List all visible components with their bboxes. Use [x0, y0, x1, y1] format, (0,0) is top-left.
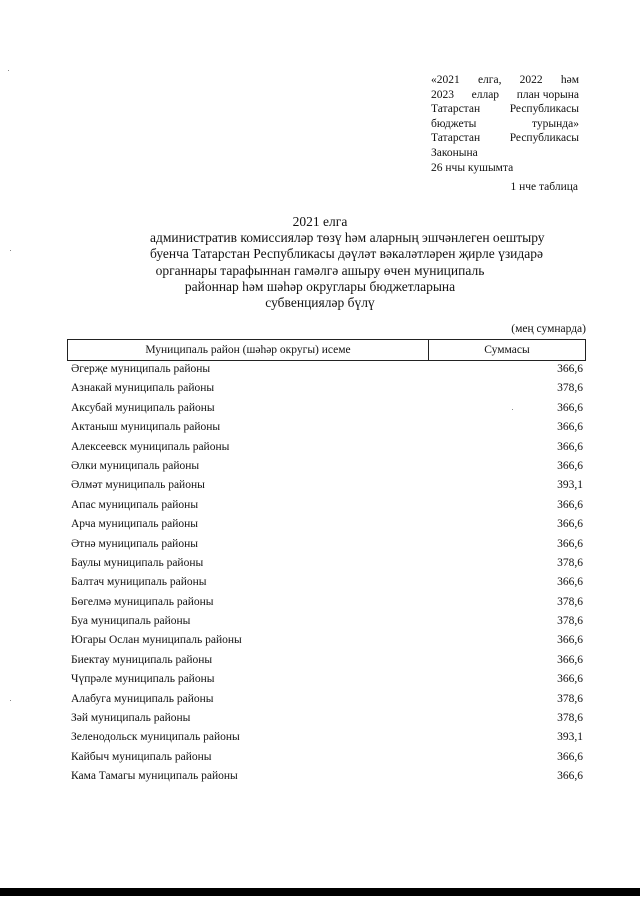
district-name: Буа муниципаль районы: [71, 615, 191, 628]
district-name: Актаныш муниципаль районы: [71, 421, 221, 434]
column-header-name: Муниципаль район (шәһәр округы) исеме: [68, 340, 429, 360]
district-name: Биектау муниципаль районы: [71, 653, 213, 666]
table-row: [71, 652, 583, 671]
district-name: Зеленодольск муниципаль районы: [71, 731, 240, 744]
table-row: [71, 361, 583, 380]
table-row: [71, 555, 583, 574]
district-name: Кайбыч муниципаль районы: [71, 750, 212, 763]
table-row: [71, 710, 583, 729]
annex-word: план чорына: [516, 88, 579, 101]
table-row: [71, 536, 583, 555]
table-row: [71, 400, 583, 419]
subvention-amount: 366,6: [557, 537, 583, 550]
annex-word: һәм: [560, 74, 579, 86]
subvention-amount: 378,6: [557, 595, 583, 608]
table-row: [71, 380, 583, 399]
annex-line-1: [431, 73, 579, 88]
scan-speck: [10, 700, 11, 701]
subvention-amount: 366,6: [557, 440, 583, 453]
annex-word: «2021: [431, 74, 460, 86]
district-name: Апас муниципаль районы: [71, 498, 199, 511]
district-name: Югары Ослан муниципаль районы: [71, 634, 242, 647]
subvention-amount: 366,6: [557, 363, 583, 375]
subvention-amount: 366,6: [557, 634, 583, 647]
table-row: [71, 632, 583, 651]
scan-border-bar: [0, 888, 640, 896]
scan-speck: [10, 250, 11, 251]
district-name: Арча муниципаль районы: [71, 518, 199, 531]
table-row: [71, 477, 583, 496]
title-line: буенча Татарстан Республикасы дәүләт вәкаләтләрен җирле үзидарә: [150, 246, 543, 262]
title-line: субвенцияләр бүлү: [265, 295, 375, 311]
scan-speck: [512, 409, 513, 410]
table-row: [71, 691, 583, 710]
table-row: [71, 516, 583, 535]
district-name: Әлмәт муниципаль районы: [71, 479, 205, 492]
subvention-amount: 366,6: [557, 750, 583, 763]
table-row: [71, 594, 583, 613]
annex-word: Республикасы: [509, 103, 579, 116]
annex-line-4: [431, 117, 579, 132]
district-name: Әтнә муниципаль районы: [71, 537, 198, 550]
district-name: Әгерҗе муниципаль районы: [71, 363, 211, 375]
title-line: 2021 елга: [292, 214, 348, 229]
title-line: районнар һәм шәһәр округлары бюджетларына: [184, 278, 456, 294]
district-name: Бөгелмә муниципаль районы: [71, 595, 214, 608]
annex-line-3: [431, 102, 579, 117]
subvention-amount: 393,1: [557, 731, 583, 744]
subvention-amount: 378,6: [557, 692, 583, 705]
units-note: (мең сумнарда): [511, 323, 586, 335]
table-row: [71, 613, 583, 632]
district-name: Алексеевск муниципаль районы: [71, 440, 230, 453]
subvention-amount: 378,6: [557, 382, 583, 395]
annex-word: Республикасы: [509, 132, 579, 145]
table-row: [71, 749, 583, 768]
annex-word: 2023: [431, 88, 454, 101]
table-row: [71, 729, 583, 748]
annex-word: турында»: [532, 117, 579, 130]
subvention-amount: 366,6: [557, 421, 583, 434]
table-number: 1 нче таблица: [510, 181, 578, 193]
annex-line-5: [431, 131, 579, 146]
annex-word: Татарстан: [431, 103, 481, 116]
annex-line-7: 26 нчы кушымта: [431, 161, 514, 174]
district-name: Баулы муниципаль районы: [71, 556, 204, 569]
annex-word: Татарстан: [431, 132, 481, 145]
table-header: [67, 339, 586, 361]
table-row: [71, 439, 583, 458]
table-row: [71, 574, 583, 593]
title-line: административ комиссияләр төзү һәм аларның эшчәнлеген оештыру: [150, 230, 545, 246]
annex-line-6: Законына: [431, 146, 478, 159]
district-name: Алабуга муниципаль районы: [71, 692, 214, 705]
subvention-amount: 366,6: [557, 518, 583, 531]
district-name: Кама Тамагы муниципаль районы: [71, 770, 238, 783]
table-row: [71, 671, 583, 690]
subvention-amount: 393,1: [557, 479, 583, 492]
subvention-amount: 366,6: [557, 576, 583, 589]
district-name: Азнакай муниципаль районы: [71, 382, 215, 395]
subvention-amount: 366,6: [557, 498, 583, 511]
district-name: Чүпрәле муниципаль районы: [71, 673, 215, 686]
column-header-amount: Суммасы: [484, 344, 530, 356]
title-line: органнары тарафыннан гамәлгә ашыру өчен муниципаль: [155, 262, 485, 278]
subvention-amount: 366,6: [557, 673, 583, 686]
table-body: [71, 361, 583, 788]
district-name: Аксубай муниципаль районы: [71, 401, 215, 414]
annex-reference: [431, 73, 579, 175]
subvention-amount: 366,6: [557, 653, 583, 666]
table-row: [71, 419, 583, 438]
table-row: [71, 458, 583, 477]
scan-speck: [8, 70, 9, 71]
subvention-amount: 366,6: [557, 770, 583, 783]
subvention-amount: 378,6: [557, 556, 583, 569]
table-row: [71, 768, 583, 787]
district-name: Әлки муниципаль районы: [71, 459, 200, 472]
subvention-amount: 378,6: [557, 615, 583, 628]
district-name: Балтач муниципаль районы: [71, 576, 207, 589]
subvention-amount: 366,6: [557, 459, 583, 472]
annex-word: бюджеты: [431, 117, 477, 130]
subvention-amount: 378,6: [557, 712, 583, 725]
document-title: [150, 214, 545, 311]
table-row: [71, 497, 583, 516]
district-name: Зәй муниципаль районы: [71, 712, 191, 725]
annex-word: еллар: [471, 88, 500, 101]
annex-word: 2022: [519, 74, 543, 86]
annex-line-2: [431, 88, 579, 103]
annex-word: елга,: [477, 74, 502, 86]
subvention-amount: 366,6: [557, 401, 583, 414]
